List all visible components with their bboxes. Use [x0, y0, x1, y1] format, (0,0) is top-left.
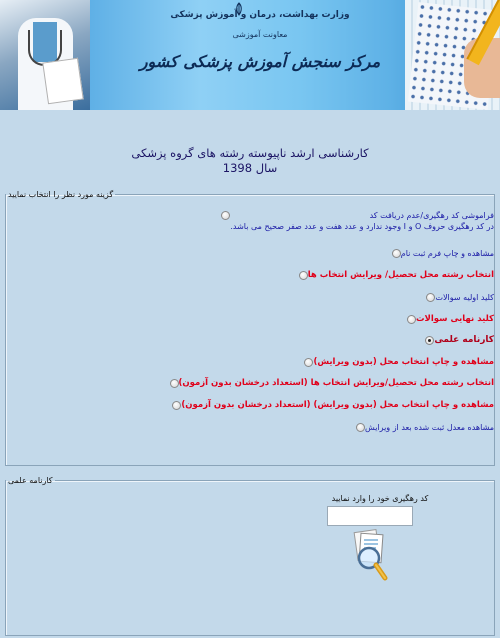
option-view-selection-label: مشاهده و چاپ انتخاب محل (بدون ویرایش) — [313, 357, 494, 367]
answer-sheet-photo — [405, 0, 500, 110]
option-forgot-code-label: فراموشی کد رهگیری/عدم دریافت کد — [369, 211, 494, 220]
radio-final-key[interactable] — [407, 315, 416, 324]
option-field-selection[interactable] — [295, 270, 494, 281]
option-view-gpa[interactable] — [352, 422, 494, 433]
option-view-registration-form[interactable] — [388, 248, 494, 259]
option-field-selection-label: انتخاب رشته محل تحصیل/ ویرایش انتخاب ها — [307, 270, 494, 280]
radio-view-selection[interactable] — [304, 358, 313, 367]
banner-center-title: مرکز سنجش آموزش پزشکی کشور — [139, 52, 381, 71]
option-score-report[interactable] — [421, 335, 494, 346]
option-final-key[interactable] — [403, 314, 494, 325]
header-banner — [0, 0, 500, 110]
score-report-legend: کارنامه علمی — [8, 476, 53, 485]
magnifier-document-icon — [352, 528, 388, 586]
exam-year: سال 1398 — [222, 161, 278, 175]
option-field-selection-talented[interactable] — [166, 378, 494, 389]
option-final-key-label: کلید نهایی سوالات — [416, 314, 494, 324]
radio-initial-key[interactable] — [426, 293, 435, 302]
tracking-code-input[interactable] — [327, 506, 413, 526]
banner-deputy-text: معاونت آموزشی — [232, 30, 288, 39]
option-view-selection-talented-label: مشاهده و چاپ انتخاب محل (بدون ویرایش) (استعداد درخشان بدون آزمون) — [181, 400, 494, 410]
radio-view-selection-talented[interactable] — [172, 401, 181, 410]
options-legend: گزینه مورد نظر را انتخاب نمایید — [8, 190, 114, 199]
option-score-report-label: کارنامه علمی — [434, 335, 494, 345]
tracking-code-label: کد رهگیری خود را وارد نمایید — [331, 494, 429, 503]
search-button[interactable] — [352, 528, 388, 586]
banner-ministry-text: وزارت بهداشت، درمان و آموزش پزشکی — [170, 10, 350, 20]
option-initial-key[interactable] — [422, 292, 494, 303]
doctor-photo — [0, 0, 90, 110]
radio-forgot-code[interactable] — [221, 211, 230, 220]
radio-field-selection[interactable] — [299, 271, 308, 280]
radio-view-gpa[interactable] — [356, 423, 365, 432]
radio-field-selection-talented[interactable] — [170, 379, 179, 388]
option-field-selection-talented-label: انتخاب رشته محل تحصیل/ویرایش انتخاب ها (استعداد درخشان بدون آزمون) — [178, 378, 494, 388]
page-title: کارشناسی ارشد ناپیوسته رشته های گروه پزشکی — [131, 146, 369, 160]
option-view-selection[interactable] — [300, 357, 494, 368]
option-view-registration-form-label: مشاهده و چاپ فرم ثبت نام — [400, 249, 494, 258]
radio-view-registration-form[interactable] — [392, 249, 401, 258]
page-heading — [0, 146, 500, 176]
option-view-gpa-label: مشاهده معدل ثبت شده بعد از ویرایش — [365, 423, 494, 432]
radio-score-report[interactable] — [425, 336, 434, 345]
option-forgot-code[interactable] — [217, 210, 494, 232]
tracking-code-note: در کد رهگیری حروف O و I وجود ندارد و عدد هفت و عدد صفر صحیح می باشد. — [230, 222, 494, 231]
option-initial-key-label: کلید اولیه سوالات — [435, 293, 494, 302]
option-view-selection-talented[interactable] — [168, 400, 494, 411]
